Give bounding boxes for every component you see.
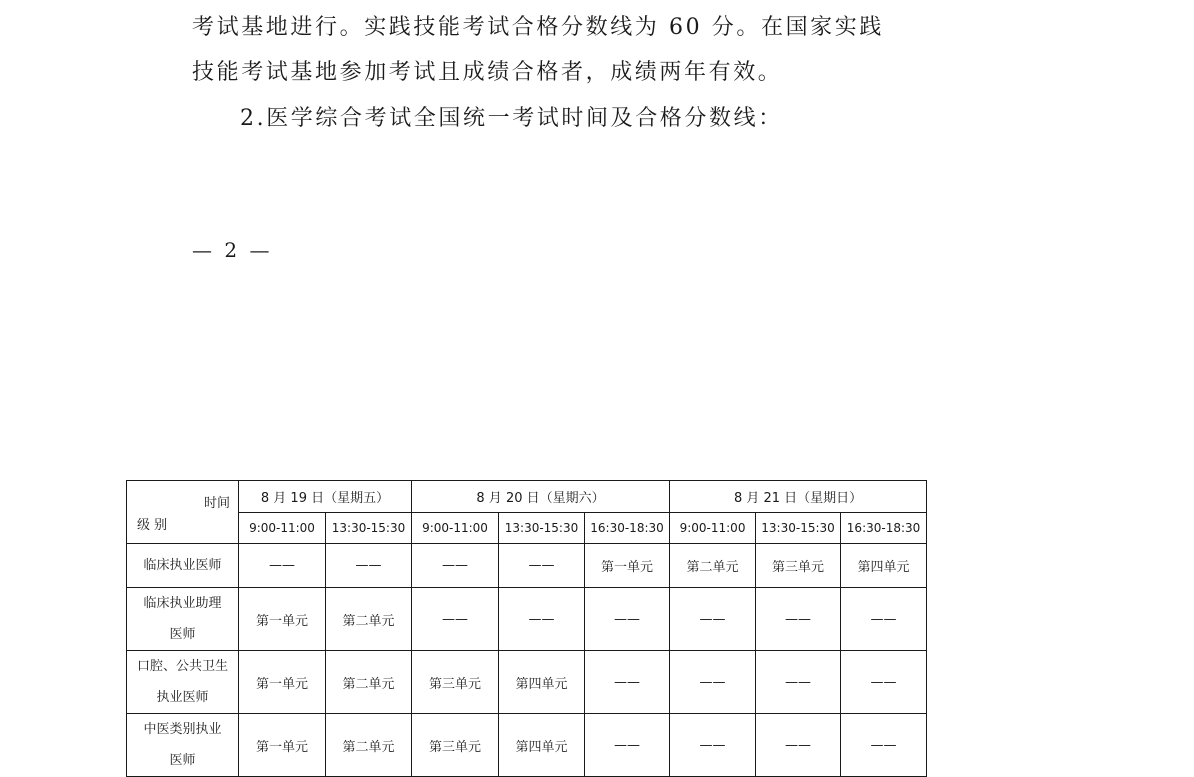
time-slot-header: 13:30-15:30 <box>756 513 841 544</box>
table-header-slots-row <box>127 513 927 544</box>
schedule-cell: 第三单元 <box>412 714 499 777</box>
schedule-cell: 第一单元 <box>585 544 670 588</box>
day-header-1: 8 月 19 日（星期五） <box>239 481 412 513</box>
schedule-cell: 第四单元 <box>499 714 585 777</box>
category-label: 临床执业助理 <box>143 596 222 611</box>
schedule-cell: —— <box>239 544 326 588</box>
schedule-cell: —— <box>756 588 841 651</box>
category-cell <box>127 714 239 777</box>
schedule-cell: —— <box>585 588 670 651</box>
schedule-cell: —— <box>756 651 841 714</box>
schedule-cell: 第三单元 <box>412 651 499 714</box>
schedule-cell: 第四单元 <box>499 651 585 714</box>
schedule-cell: 第一单元 <box>239 588 326 651</box>
schedule-cell: 第四单元 <box>841 544 927 588</box>
schedule-cell: —— <box>670 651 756 714</box>
exam-schedule-table <box>126 480 927 777</box>
time-slot-header: 13:30-15:30 <box>326 513 412 544</box>
time-slot-header: 16:30-18:30 <box>841 513 927 544</box>
category-label: 口腔、公共卫生 <box>136 659 228 674</box>
corner-label-time: 时间 <box>203 496 230 511</box>
table-row <box>127 544 927 588</box>
table-row <box>127 588 927 651</box>
table-row <box>127 651 927 714</box>
corner-label-level: 级 别 <box>137 518 168 533</box>
body-paragraph-line-2: 技能考试基地参加考试且成绩合格者，成绩两年有效。 <box>192 60 783 85</box>
body-paragraph-line-1: 考试基地进行。实践技能考试合格分数线为 60 分。在国家实践 <box>192 15 884 40</box>
schedule-cell: —— <box>412 544 499 588</box>
schedule-cell: —— <box>499 544 585 588</box>
time-slot-header: 9:00-11:00 <box>239 513 326 544</box>
table-header-days-row <box>127 481 927 513</box>
category-cell <box>127 544 239 588</box>
schedule-cell: —— <box>841 714 927 777</box>
schedule-cell: 第三单元 <box>756 544 841 588</box>
schedule-cell: —— <box>585 714 670 777</box>
schedule-cell: 第一单元 <box>239 651 326 714</box>
day-header-3: 8 月 21 日（星期日） <box>670 481 927 513</box>
schedule-cell: 第一单元 <box>239 714 326 777</box>
category-label: 中医类别执业 <box>143 722 222 737</box>
schedule-cell: —— <box>412 588 499 651</box>
schedule-cell: 第二单元 <box>326 588 412 651</box>
schedule-cell: —— <box>841 588 927 651</box>
time-slot-header: 16:30-18:30 <box>585 513 670 544</box>
time-slot-header: 9:00-11:00 <box>670 513 756 544</box>
page-number: — 2 — <box>192 238 273 262</box>
time-slot-header: 9:00-11:00 <box>412 513 499 544</box>
schedule-cell: —— <box>756 714 841 777</box>
category-label: 执业医师 <box>156 690 209 705</box>
category-label: 医师 <box>169 627 196 642</box>
category-label: 医师 <box>169 753 196 768</box>
schedule-cell: —— <box>670 714 756 777</box>
section-heading-exam-schedule: 2.医学综合考试全国统一考试时间及合格分数线： <box>240 106 783 131</box>
table-corner-cell <box>127 481 239 544</box>
schedule-cell: 第二单元 <box>670 544 756 588</box>
schedule-cell: —— <box>841 651 927 714</box>
category-cell <box>127 588 239 651</box>
table-row <box>127 714 927 777</box>
schedule-cell: —— <box>585 651 670 714</box>
schedule-cell: 第二单元 <box>326 651 412 714</box>
schedule-cell: —— <box>326 544 412 588</box>
day-header-2: 8 月 20 日（星期六） <box>412 481 670 513</box>
category-cell <box>127 651 239 714</box>
category-label: 临床执业医师 <box>143 558 222 573</box>
schedule-cell: 第二单元 <box>326 714 412 777</box>
schedule-cell: —— <box>499 588 585 651</box>
schedule-cell: —— <box>670 588 756 651</box>
time-slot-header: 13:30-15:30 <box>499 513 585 544</box>
